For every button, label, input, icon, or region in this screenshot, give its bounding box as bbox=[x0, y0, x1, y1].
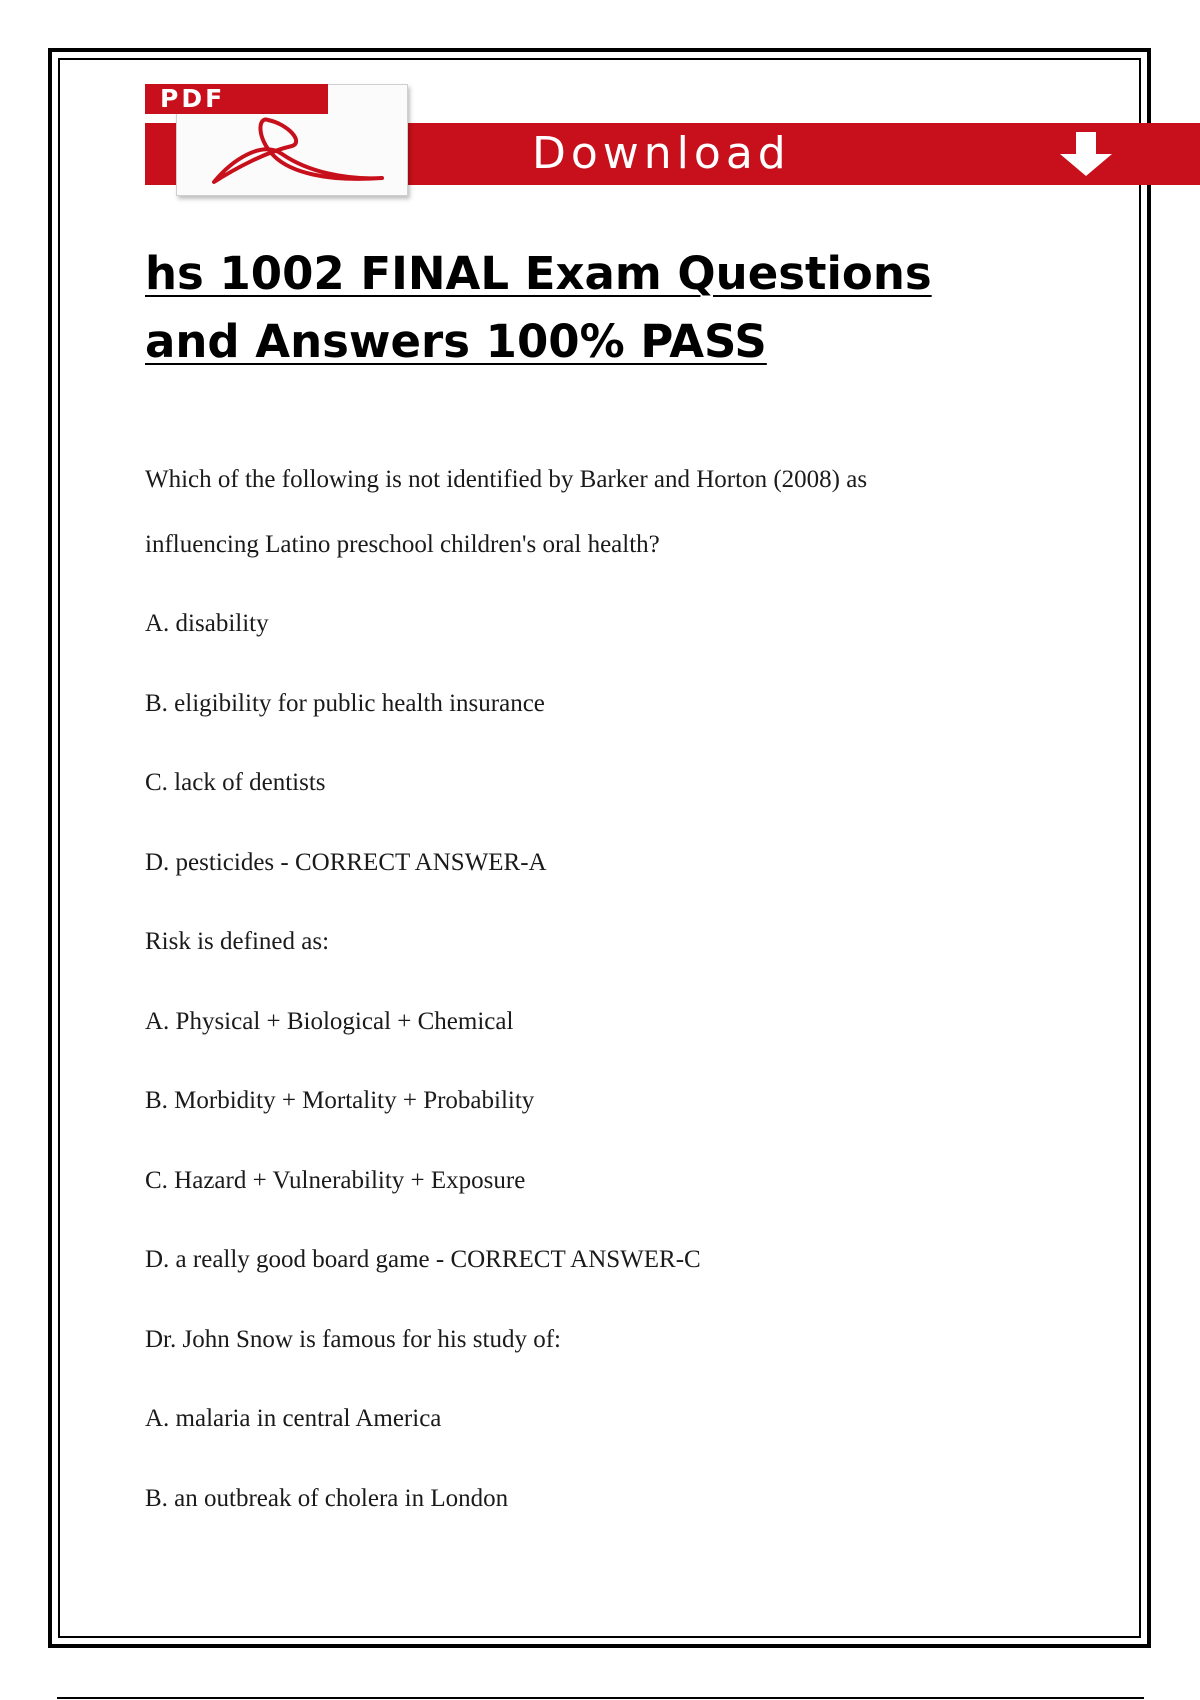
question-2-option-b: B. Morbidity + Mortality + Probability bbox=[145, 1087, 535, 1114]
question-1-text-line-2: influencing Latino preschool children's oral health? bbox=[145, 531, 660, 558]
title-line-1: hs 1002 FINAL Exam Questions bbox=[145, 247, 932, 300]
question-1-option-c: C. lack of dentists bbox=[145, 769, 326, 796]
question-1-option-b: B. eligibility for public health insurance bbox=[145, 690, 545, 717]
question-3-option-b: B. an outbreak of cholera in London bbox=[145, 1485, 509, 1512]
download-label[interactable]: Download bbox=[532, 128, 791, 179]
question-1-text-line-1: Which of the following is not identified by Barker and Horton (2008) as bbox=[145, 466, 868, 493]
question-2-option-a: A. Physical + Biological + Chemical bbox=[145, 1008, 514, 1035]
question-3-text: Dr. John Snow is famous for his study of: bbox=[145, 1326, 561, 1353]
question-1-option-d-answer: D. pesticides - CORRECT ANSWER-A bbox=[145, 849, 547, 876]
acrobat-logo-icon bbox=[196, 112, 394, 192]
pdf-tag-label: PDF bbox=[160, 84, 226, 113]
download-arrow-icon[interactable] bbox=[1050, 130, 1122, 178]
download-banner-edge bbox=[1141, 123, 1200, 185]
question-2-option-c: C. Hazard + Vulnerability + Exposure bbox=[145, 1167, 526, 1194]
document-title bbox=[145, 240, 1045, 376]
question-2-option-d-answer: D. a really good board game - CORRECT ANSWER-C bbox=[145, 1246, 701, 1273]
question-3-option-a: A. malaria in central America bbox=[145, 1405, 442, 1432]
question-2-text: Risk is defined as: bbox=[145, 928, 330, 955]
title-line-2: and Answers 100% PASS bbox=[145, 315, 767, 368]
question-1-option-a: A. disability bbox=[145, 610, 269, 637]
bottom-divider bbox=[57, 1697, 1144, 1699]
